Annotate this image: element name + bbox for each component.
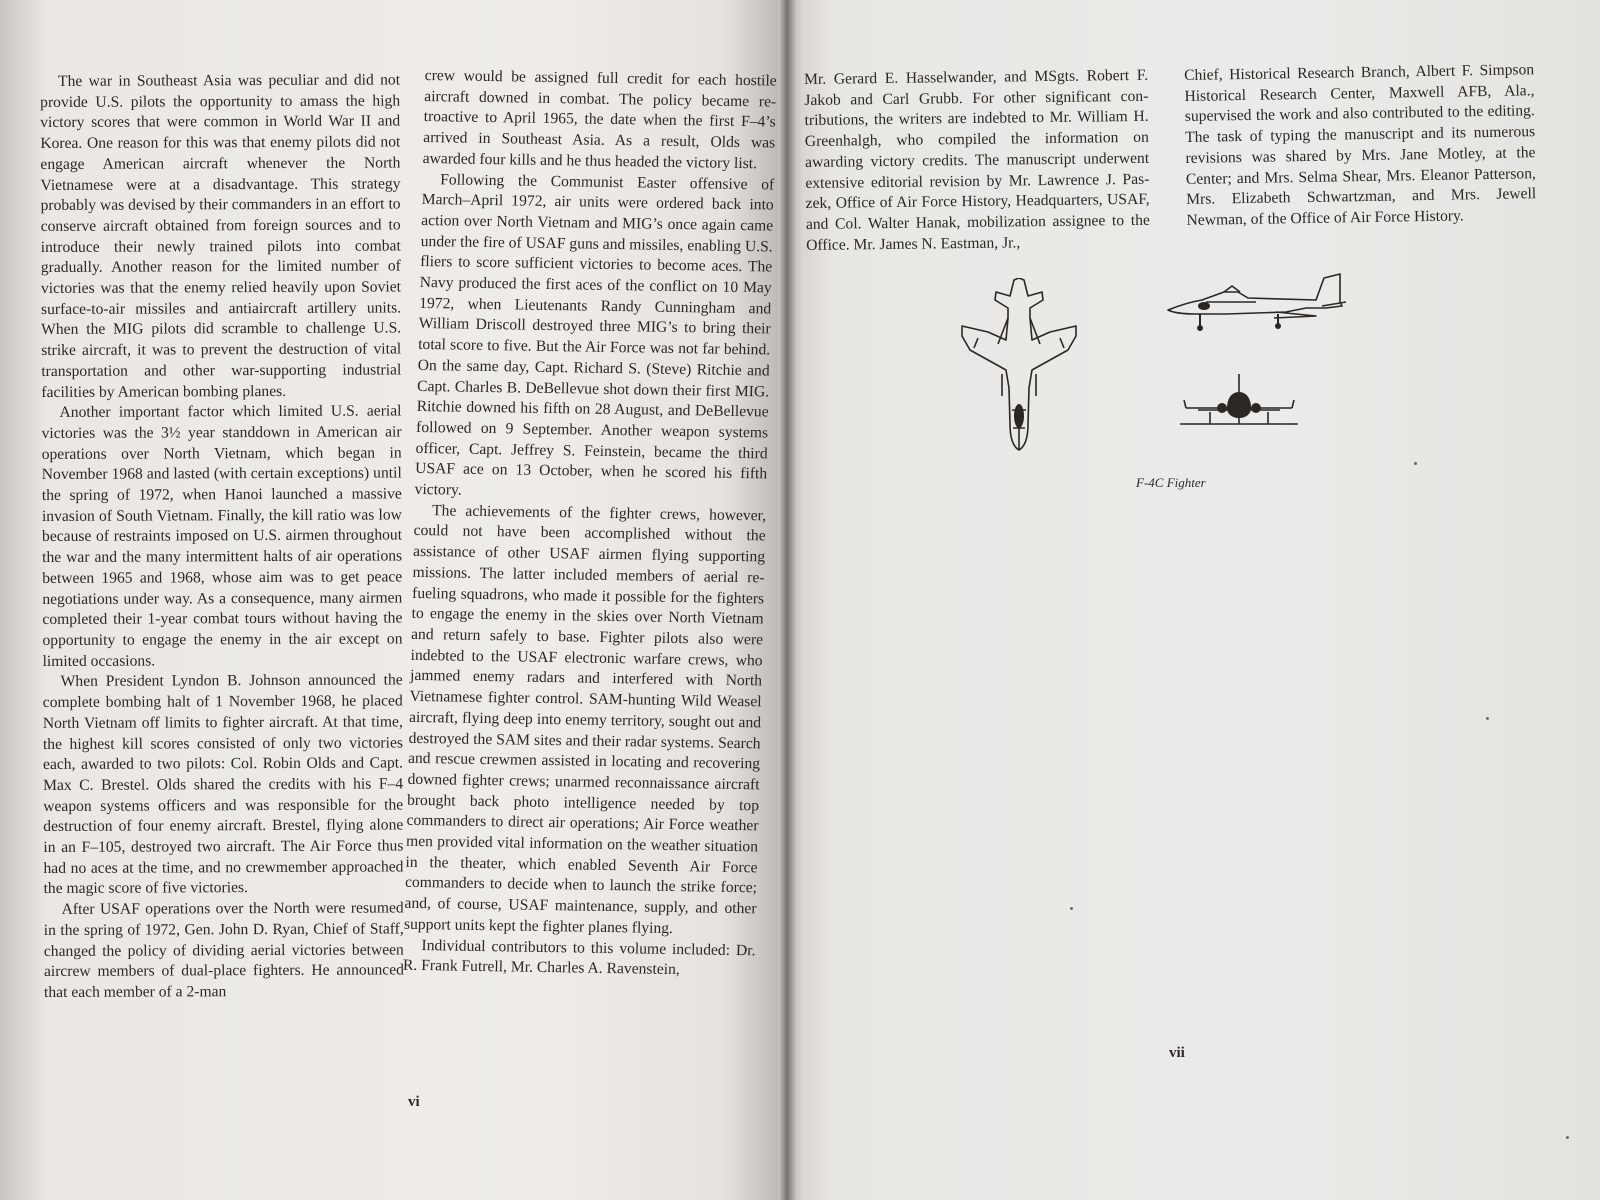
paragraph: When President Lyndon B. Johnson announced the complete bombing halt of 1 November 1968, he placed North Vietnam off limits to fighter aircraft. At that time, the highest kill scores consisted of only two victories each, awarded to two pilots: Col. Robin Olds and Capt. Max C. Brestel. Olds shared the credits with his F–4 weapon systems officers and was responsible for the destruction of four enemy aircraft. Brestel, flying alone in an F–105, destroyed two aircraft. The Air Force thus had no aces at the time, and no crewmember approached the magic score of five victories. <box>42 671 404 898</box>
paper-speck <box>1070 907 1073 910</box>
right-page-column-1 <box>804 66 1150 257</box>
right-page-column-2 <box>1184 60 1537 231</box>
figure-caption: F-4C Fighter <box>1136 475 1206 490</box>
paragraph: Mr. Gerard E. Hasselwander, and MSgts. Robert F. Jakob and Carl Grubb. For other significant contributions, the writers are indebted to Mr. William H. Greenhalgh, who compiled the information on awarding victory credits. The manuscript underwent extensive editorial revision by Mr. Lawrence J. Paszek, Office of Air Force History, Headquarters, USAF, and Col. Walter Hanak, mobilization assignee to the Office. Mr. James N. Eastman, Jr., <box>804 66 1150 254</box>
right-page <box>786 0 1600 1200</box>
left-page-column-1 <box>40 70 404 1003</box>
paper-speck <box>1414 462 1417 465</box>
page-number-right: vii <box>1169 1045 1185 1061</box>
left-page <box>0 0 786 1200</box>
paragraph: The achievements of the fighter crews, however, could not have been accomplished without the assistance of other USAF airmen flying supporting missions. The latter included members of aerial refueling squadrons, who made it possible for the fighters to engage the enemy in the skies over North Vietnam and return safely to base. Fighter pilots also were indebted to the USAF electronic warfare crews, who jammed enemy radars and interfered with North Vietnamese fighter control. SAM-hunting Wild Weasel aircraft, flying deep into enemy territory, sought out and destroyed the SAM sites and their radar systems. Search and rescue crewmen assisted in locating and recovering downed fighter crews; unarmed reconnaissance aircraft brought back photo intelligence needed by top commanders to direct air operations; Air Force weather men provided vital information on the weather situation in the theater, which enabled Seventh Air Force commanders to decide when to launch the strike force; and, of course, USAF maintenance, supply, and other support units kept the fighter planes flying. <box>403 501 767 937</box>
paper-speck <box>1486 717 1489 720</box>
paragraph: Another important factor which limited U.S. aerial victories was the 3½ year standdown in American air operations over North Vietnam, which began in November 1968 and lasted (with certain exceptions) until the spring of 1972, when Hanoi launched a massive invasion of South Vietnam. Finally, the kill ratio was low because of restraints imposed on U.S. airmen throughout the war and the many intermittent halts of air operations between 1965 and 1968, whose aim was to get peace negotiations under way. As a consequence, many airmen completed their 1-year combat tours without having the opportunity to engage the enemy in the air except on limited occasions. <box>41 402 403 670</box>
f4c-top-view-illustration <box>958 278 1080 454</box>
paragraph: Individual contributors to this volume included: Dr. R. Frank Futrell, Mr. Charles A. Ravenstein, <box>402 936 756 979</box>
paragraph: Following the Communist Easter offensive of March–April 1972, air units were ordered back into action over North Vietnam and MIG’s once again came under the fire of USAF guns and missiles, enabling U.S. fliers to score sufficient victories to become aces. The Navy produced the first aces of the conflict on 10 May 1972, when Lieutenants Randy Cunningham and William Driscoll destroyed three MIG’s to bring their total score to five. But the Air Force was not far behind. On the same day, Capt. Richard S. (Steve) Ritchie and Capt. Charles B. DeBellevue shot down their first MIG. Ritchie downed his fifth on 28 August, and DeBellevue followed on 9 September. Another weapon systems officer, Capt. Jeffrey S. Feinstein, became the third USAF ace on 13 October, when he scored his fifth victory. <box>414 170 775 499</box>
f4c-front-view-illustration <box>1178 372 1300 428</box>
book-gutter <box>778 0 796 1200</box>
paragraph: The war in Southeast Asia was peculiar and did not provide U.S. pilots the opportunity to amass the high victory scores that were common in World War II and Korea. One reason for this was that enemy pilots did not engage American aircraft whenever the North Vietnamese were at a disadvantage. This strategy probably was devised by their commanders in an effort to conserve aircraft obtained from foreign sources and to introduce their newly trained pilots into combat gradually. Another reason for the limited number of victories was that the enemy relied heavily upon Soviet surface-to-air missiles and antiaircraft artillery units. When the MIG pilots did scramble to challenge U.S. strike aircraft, it was to prevent the destruction of vital transportation and other war-supporting industrial facilities by American bombing planes. <box>40 71 402 401</box>
left-page-column-2 <box>403 66 777 982</box>
paper-speck <box>1566 1136 1569 1139</box>
paragraph: crew would be assigned full credit for each hostile aircraft downed in combat. The policy became retroactive to April 1965, the date when the first F–4’s arrived in Southeast Asia. As a result, Olds was awarded four kills and he thus headed the victory list. <box>422 66 777 173</box>
f4c-side-view-illustration <box>1166 272 1348 334</box>
paragraph: After USAF operations over the North were resumed in the spring of 1972, Gen. John D. Ryan, Chief of Staff, changed the policy of dividing aerial victories between aircrew members of dual-place fighters. He announced that each member of a 2-man <box>43 899 404 1001</box>
paragraph: Chief, Historical Research Branch, Albert F. Simpson Historical Research Center, Maxwell AFB, Ala., supervised the work and also contributed to the editing. The task of typing the manuscript and its numerous revisions was shared by Mrs. Jane Motley, at the Center; and Mrs. Selma Shear, Mrs. Eleanor Patterson, Mrs. Elizabeth Schwartzman, and Mrs. Jewell Newman, of the Office of Air Force History. <box>1184 61 1537 229</box>
page-number-left: vi <box>408 1094 420 1110</box>
